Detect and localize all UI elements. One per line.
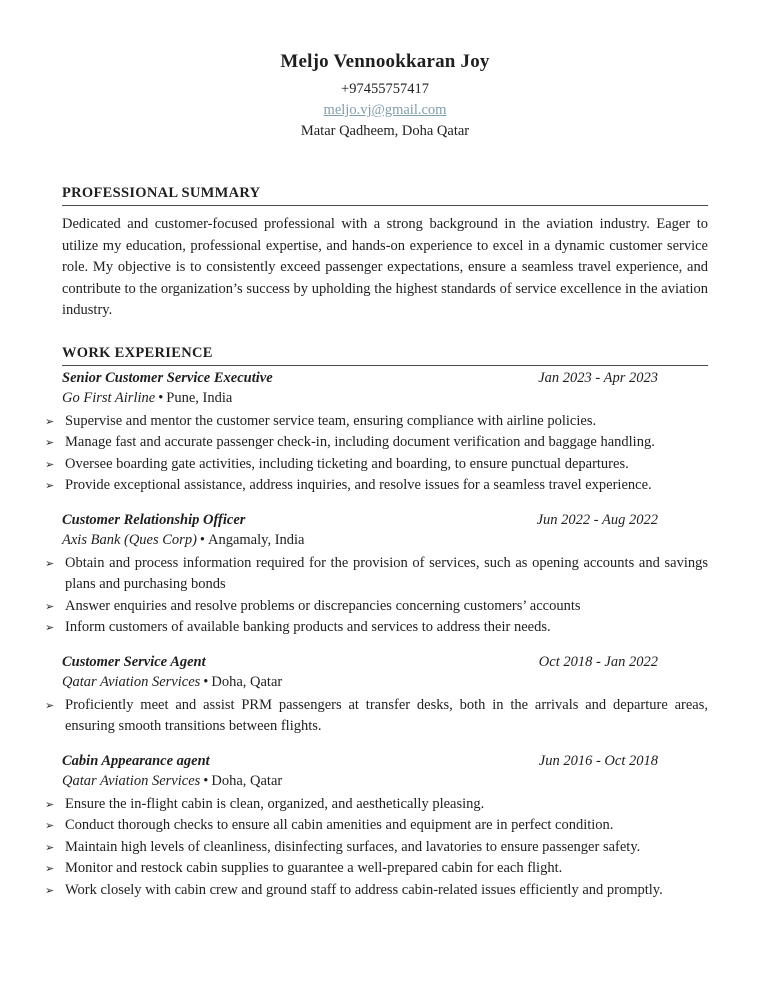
job-head: [62, 368, 708, 388]
bullet-text: Monitor and restock cabin supplies to guarantee a well-prepared cabin for each flight.: [65, 860, 563, 876]
job-bullets: [45, 794, 708, 902]
job-bullet: [45, 880, 708, 902]
arrow-bullet-icon: ➢: [45, 414, 55, 428]
arrow-bullet-icon: ➢: [45, 556, 55, 570]
job-title: Senior Customer Service Executive: [62, 369, 273, 386]
phone-number: +97455757417: [341, 81, 429, 97]
job-entry: [45, 510, 708, 639]
summary-heading: PROFESSIONAL SUMMARY: [62, 185, 708, 206]
job-title: Customer Relationship Officer: [62, 511, 246, 528]
job-entry: [45, 652, 708, 738]
company-name: Qatar Aviation Services: [62, 673, 201, 690]
experience-heading: WORK EXPERIENCE: [62, 345, 708, 366]
job-bullets: [45, 411, 708, 497]
job-bullet: [45, 858, 708, 880]
bullet-separator: •: [203, 772, 209, 789]
summary-paragraph: Dedicated and customer-focused professional with a strong background in the aviation industry. Eager to utilize my education, professional expertise, and hands-on experience to excel in a dynamic customer service role. My objective is to consistently exceed passenger expectations, ensure a seamless travel experience, and contribute to the organization’s success by upholding the highest standards of service excellence in the aviation industry.: [62, 216, 708, 318]
bullet-text: Oversee boarding gate activities, including ticketing and boarding, to ensure punctual departures.: [65, 455, 629, 472]
job-title: Cabin Appearance agent: [62, 752, 210, 769]
job-head: [62, 510, 708, 530]
bullet-separator: •: [199, 531, 205, 548]
job-dates: Jan 2023 - Apr 2023: [538, 369, 658, 386]
arrow-bullet-icon: ➢: [45, 797, 55, 811]
arrow-bullet-icon: ➢: [45, 862, 55, 875]
job-company-line: [62, 672, 708, 692]
bullet-separator: •: [203, 673, 209, 690]
job-bullets: [45, 553, 708, 639]
bullet-text: Provide exceptional assistance, address inquiries, and resolve issues for a seamless travel experience.: [65, 477, 652, 493]
job-bullet: [45, 596, 708, 618]
job-location: Doha, Qatar: [211, 772, 283, 789]
job-location: Pune, India: [166, 389, 233, 406]
company-name: Qatar Aviation Services: [62, 772, 201, 789]
candidate-name: Meljo Vennookkaran Joy: [280, 51, 490, 72]
job-location: Doha, Qatar: [211, 673, 283, 690]
section-professional-summary: [62, 185, 708, 322]
job-dates: Jun 2016 - Oct 2018: [538, 752, 658, 769]
job-dates: Oct 2018 - Jan 2022: [538, 653, 658, 670]
arrow-bullet-icon: ➢: [45, 840, 55, 854]
bullet-text: Conduct thorough checks to ensure all cabin amenities and equipment are in perfect condition.: [65, 817, 614, 833]
bullet-text: Manage fast and accurate passenger check-in, including document verification and baggage handling.: [65, 434, 655, 450]
address-line: Matar Qadheem, Doha Qatar: [300, 123, 470, 139]
bullet-text: Ensure the in-flight cabin is clean, organized, and aesthetically pleasing.: [65, 795, 485, 812]
job-bullet: [45, 794, 708, 816]
email-link[interactable]: meljo.vj@gmail.com: [323, 102, 447, 118]
bullet-text: Answer enquiries and resolve problems or discrepancies concerning customers’ accounts: [65, 597, 581, 614]
arrow-bullet-icon: ➢: [45, 479, 55, 492]
arrow-bullet-icon: ➢: [45, 599, 55, 613]
job-bullet: [45, 432, 708, 454]
job-company-line: [62, 388, 708, 408]
bullet-text: Proficiently meet and assist PRM passengers at transfer desks, both in the arrivals and departure areas, ensuring smooth transitions between flights.: [65, 696, 708, 734]
bullet-text: Supervise and mentor the customer service team, ensuring compliance with airline policies.: [65, 412, 597, 429]
bullet-text: Obtain and process information required for the provision of services, such as opening accounts and savings plans and purchasing bonds: [65, 554, 708, 592]
arrow-bullet-icon: ➢: [45, 436, 55, 449]
arrow-bullet-icon: ➢: [45, 883, 55, 897]
job-entry: [45, 368, 708, 497]
company-name: Axis Bank (Ques Corp): [62, 531, 197, 548]
job-bullet: [45, 617, 708, 639]
arrow-bullet-icon: ➢: [45, 457, 55, 471]
job-location: Angamaly, India: [207, 531, 305, 548]
bullet-text: Maintain high levels of cleanliness, disinfecting surfaces, and lavatories to ensure passenger safety.: [65, 838, 641, 855]
section-work-experience: [45, 344, 708, 902]
company-name: Go First Airline: [62, 389, 156, 406]
job-entry: [45, 751, 708, 902]
job-bullet: [45, 454, 708, 476]
arrow-bullet-icon: ➢: [45, 698, 55, 712]
job-bullet: [45, 411, 708, 433]
job-dates: Jun 2022 - Aug 2022: [536, 511, 658, 528]
job-head: [62, 751, 708, 771]
job-bullets: [45, 695, 708, 738]
resume-header: [62, 50, 708, 142]
job-bullet: [45, 475, 708, 497]
job-title: Customer Service Agent: [62, 653, 206, 670]
job-bullet: [45, 553, 708, 596]
job-head: [62, 652, 708, 672]
bullet-text: Inform customers of available banking products and services to address their needs.: [65, 619, 551, 635]
job-company-line: [62, 771, 708, 791]
email-line: [62, 100, 708, 121]
job-bullet: [45, 695, 708, 738]
job-bullet: [45, 815, 708, 837]
job-company-line: [62, 530, 708, 550]
bullet-separator: •: [158, 389, 164, 406]
arrow-bullet-icon: ➢: [45, 621, 55, 634]
bullet-text: Work closely with cabin crew and ground staff to address cabin-related issues efficiently and promptly.: [65, 881, 663, 898]
arrow-bullet-icon: ➢: [45, 819, 55, 832]
job-bullet: [45, 837, 708, 859]
